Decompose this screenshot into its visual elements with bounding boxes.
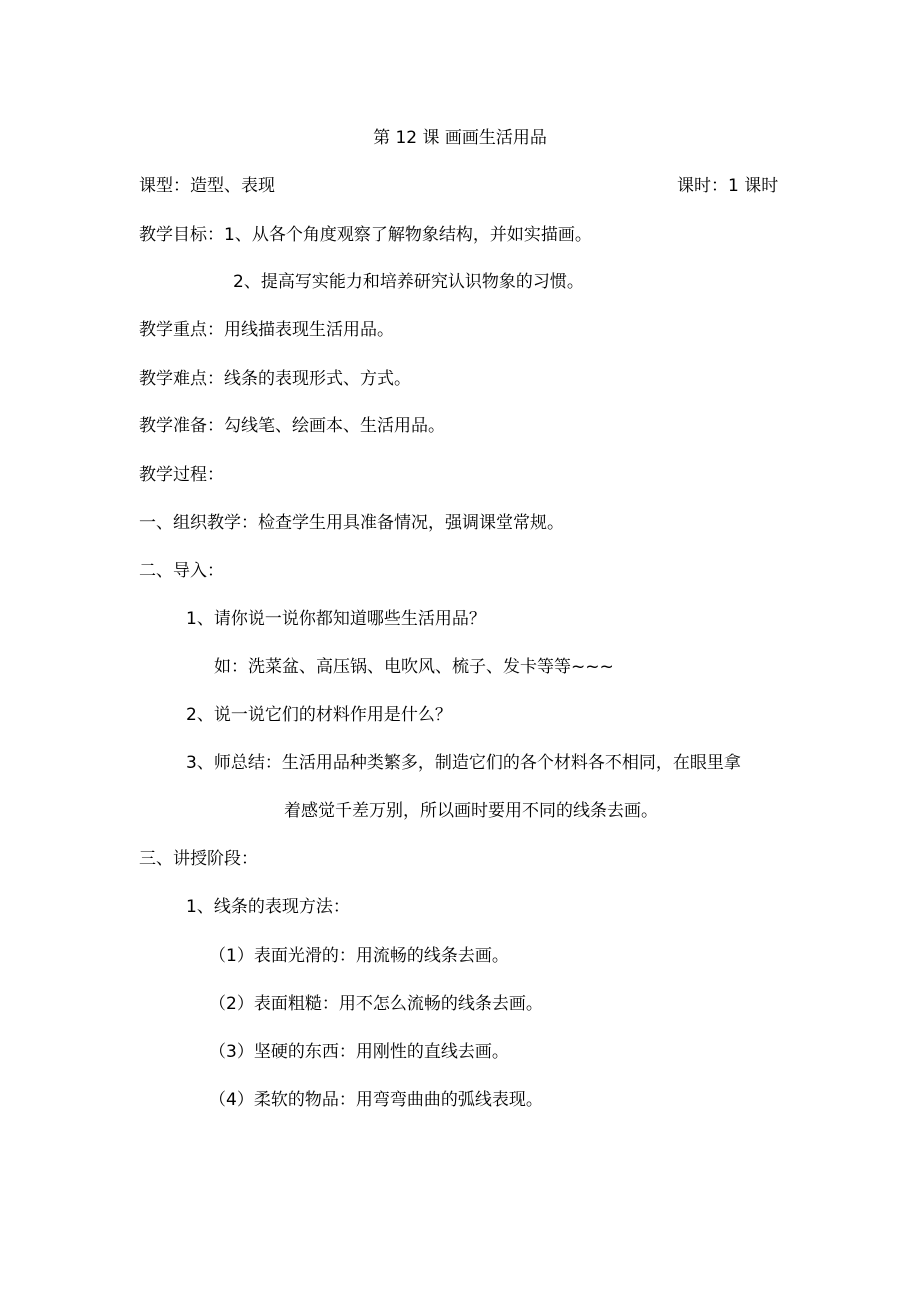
key-point: 教学重点：用线描表现生活用品。 (139, 320, 394, 340)
section-3-heading: 三、讲授阶段： (139, 849, 258, 869)
page-title: 第 12 课 画画生活用品 (373, 128, 547, 148)
course-type: 课型：造型、表现 (139, 176, 275, 196)
method-item: （4）柔软的物品：用弯弯曲曲的弧线表现。 (209, 1090, 543, 1110)
section-2-item-2: 2、说一说它们的材料作用是什么？ (186, 705, 452, 725)
section-2-item-3-line-1: 3、师总结：生活用品种类繁多，制造它们的各个材料各不相同，在眼里拿 (186, 753, 741, 773)
section-2-heading: 二、导入： (139, 561, 224, 581)
section-2-item-3-line-2: 着感觉千差万别，所以画时要用不同的线条去画。 (284, 801, 658, 821)
objective-1: 教学目标：1、从各个角度观察了解物象结构，并如实描画。 (139, 225, 592, 245)
preparation: 教学准备：勾线笔、绘画本、生活用品。 (139, 416, 445, 436)
objective-2: 2、提高写实能力和培养研究认识物象的习惯。 (233, 272, 584, 292)
method-item: （2）表面粗糙：用不怎么流畅的线条去画。 (209, 994, 543, 1014)
section-2-item-1-example: 如：洗菜盆、高压锅、电吹风、梳子、发卡等等~~~ (214, 657, 614, 677)
section-2-item-1: 1、请你说一说你都知道哪些生活用品？ (186, 609, 486, 629)
difficulty: 教学难点：线条的表现形式、方式。 (139, 369, 411, 389)
course-hours: 课时：1 课时 (677, 176, 779, 196)
method-item: （3）坚硬的东西：用刚性的直线去画。 (209, 1042, 509, 1062)
section-1: 一、组织教学：检查学生用具准备情况，强调课堂常规。 (139, 513, 564, 533)
method-item: （1）表面光滑的：用流畅的线条去画。 (209, 946, 509, 966)
section-3-item-1: 1、线条的表现方法： (186, 897, 350, 917)
process-heading: 教学过程： (139, 465, 224, 485)
